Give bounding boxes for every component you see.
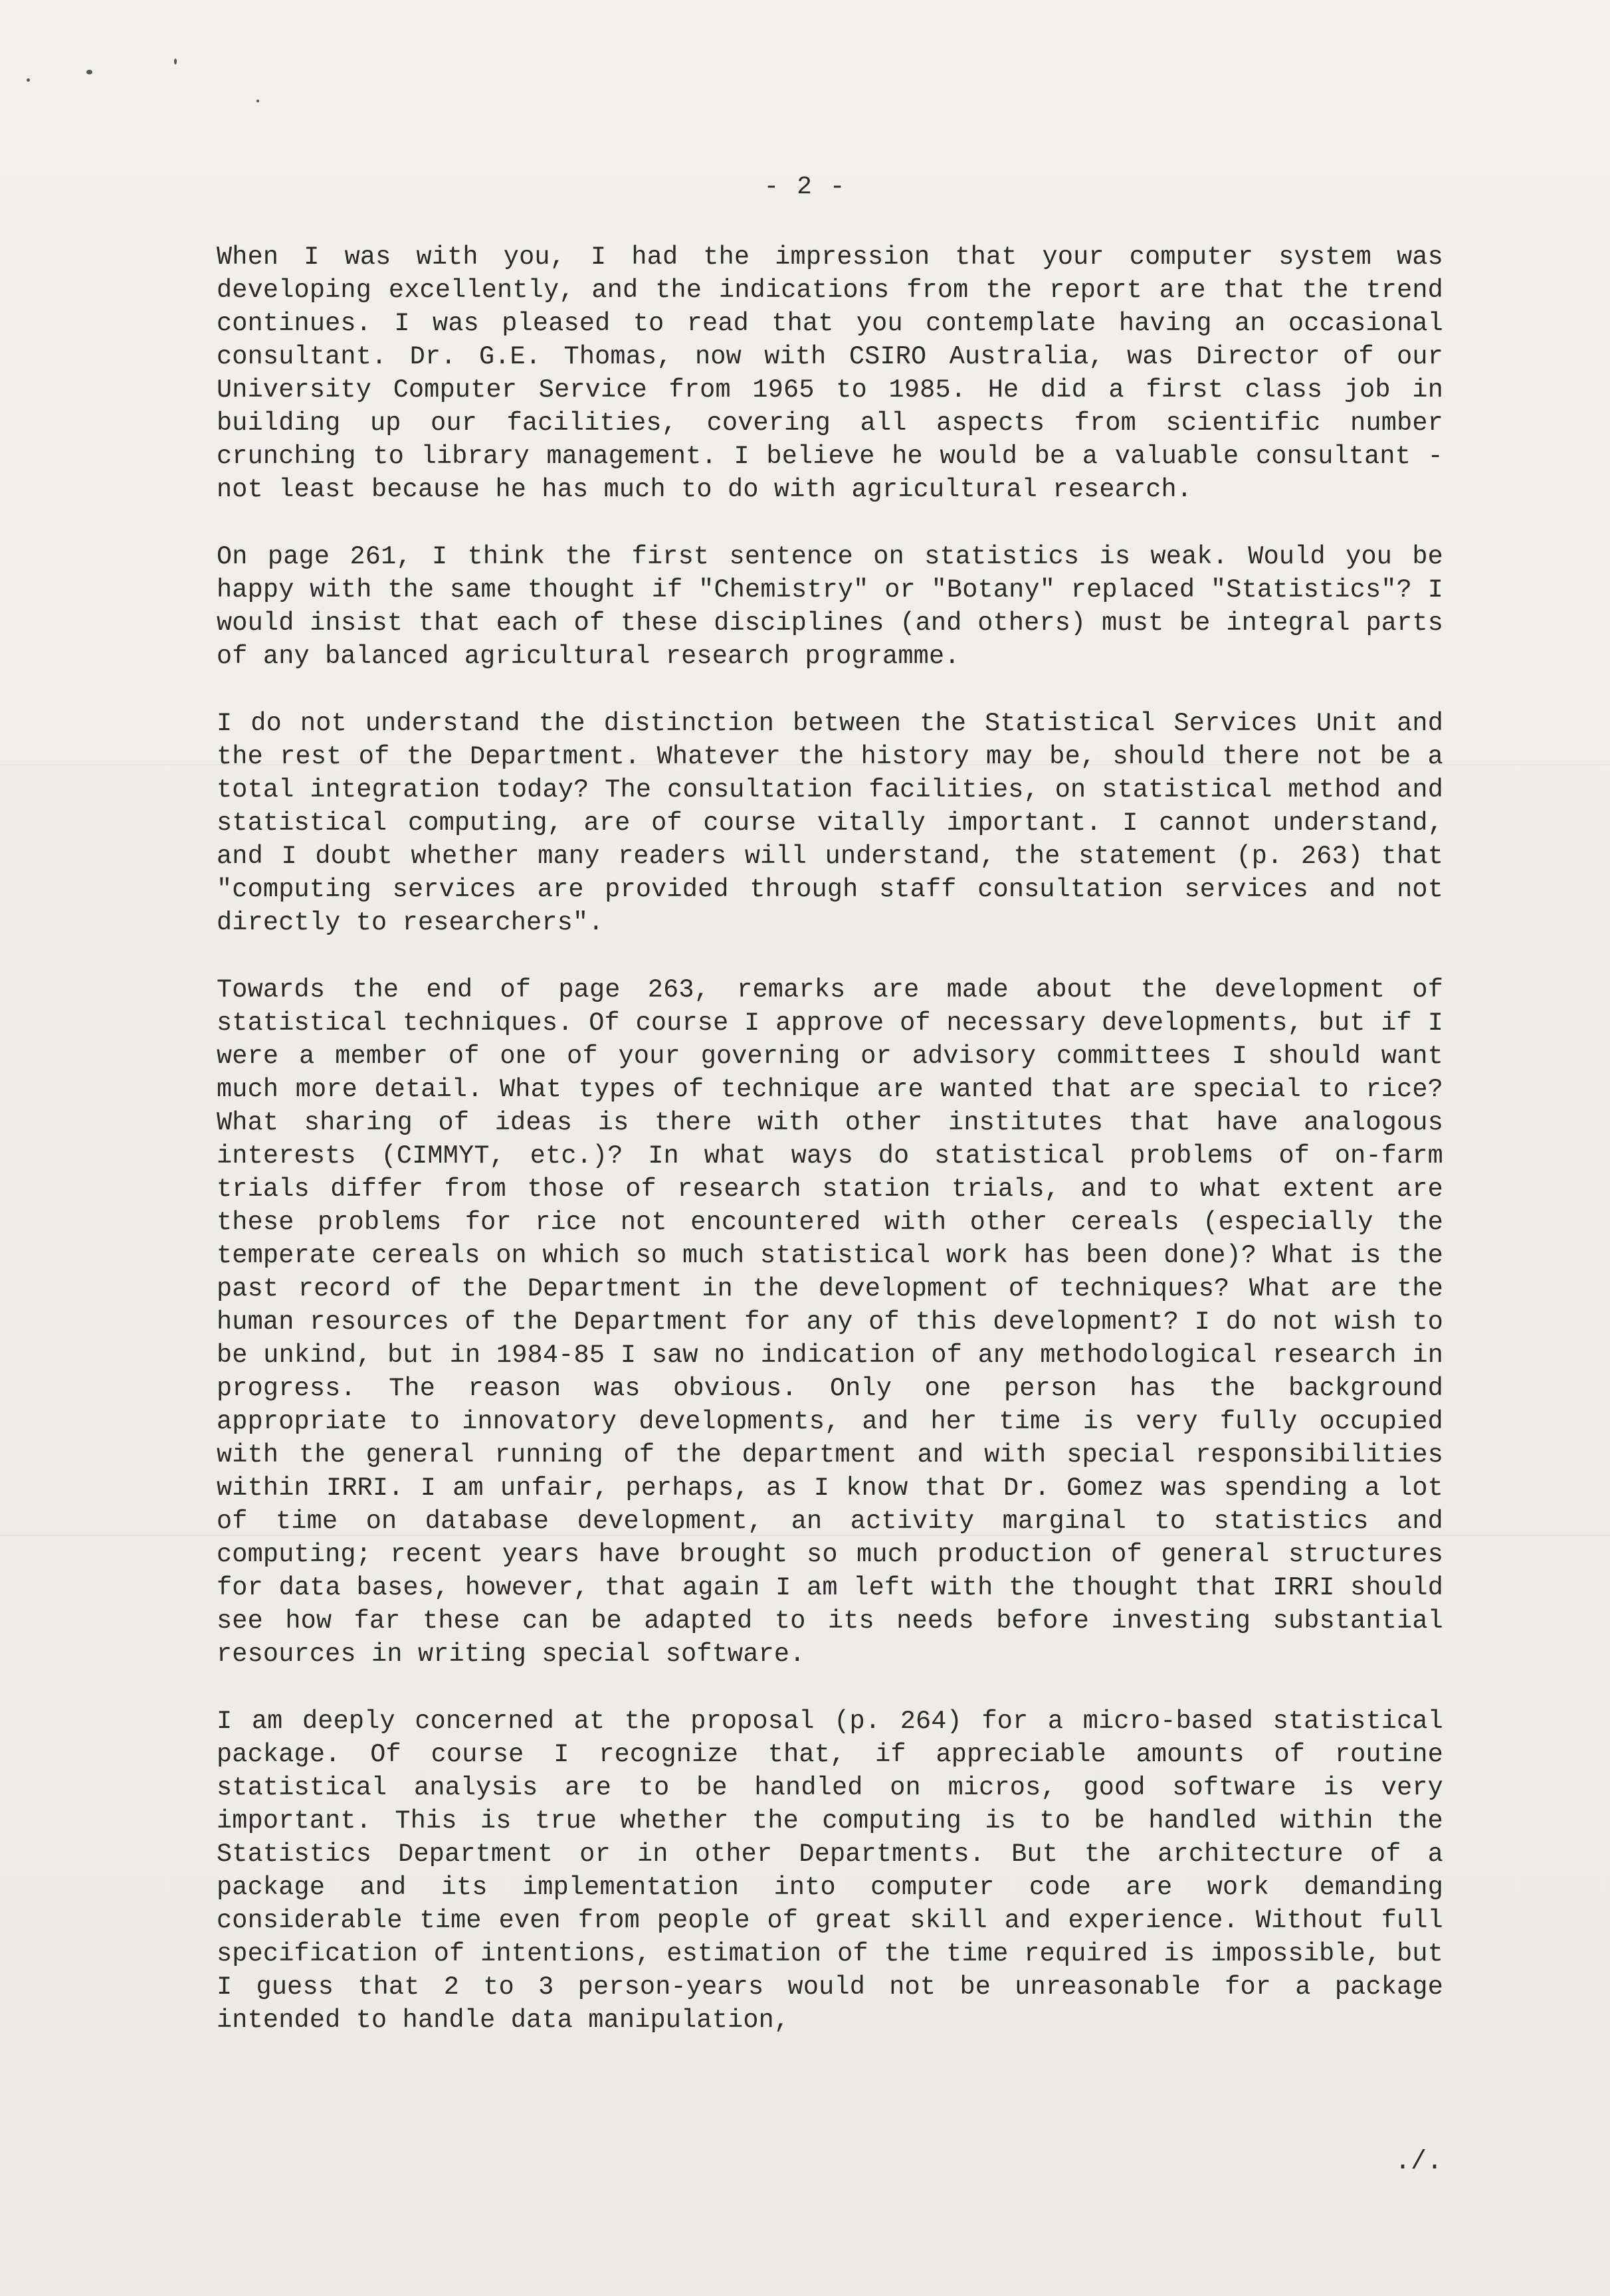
paragraph-micro-based-package: I am deeply concerned at the proposal (p. 264) for a micro-based statistical package. Of course I recognize that, if appreciable amounts of routine statistical analysis are to be handled on micros, good software is very important. This is true whether the computing is to be handled within the Statistics Department or in other Departments. But the architecture of a package and its implementation into computer code are work demanding considerable time even from people of great skill and experience. Without full specification of intentions, estimation of the time required is impossible, but I guess that 2 to 3 person-years would not be unreasonable for a package intended to handle data manipulation, [217, 1707, 1443, 2035]
paper-speck [27, 78, 30, 82]
continuation-mark: ./. [1394, 2147, 1443, 2177]
paper-speck [256, 100, 259, 102]
paper-speck [174, 58, 177, 64]
letter-body [217, 240, 1443, 2071]
paragraph-statistical-techniques: Towards the end of page 263, remarks are made about the development of statistical techniques. Of course I approve of necessary developments, but if I were a member of one of your governing or advisory committees I should want much more detail. What types of technique are wanted that are special to rice? What sharing of ideas is there with other institutes that have analogous interests (CIMMYT, etc.)? In what ways do statistical problems of on-farm trials differ from those of research station trials, and to what extent are these problems for rice not encountered with other cereals (especially the temperate cereals on which so much statistical work has been done)? What is the past record of the Department in the development of techniques? What are the human resources of the Department for any of this development? I do not wish to be unkind, but in 1984-85 I saw no indication of any methodological research in progress. The reason was obvious. Only one person has the background appropriate to innovatory developments, and her time is very fully occupied with the general running of the department and with special responsibilities within IRRI. I am unfair, perhaps, as I know that Dr. Gomez was spending a lot of time on database development, an activity marginal to statistics and computing; recent years have brought so much production of general structures for data bases, however, that again I am left with the thought that IRRI should see how far these can be adapted to its needs before investing substantial resources in writing special software. [217, 975, 1443, 1669]
paragraph-statistical-services-unit: I do not understand the distinction between the Statistical Services Unit and the rest of the Department. Whatever the history may be, should there not be a total integration today? The consultation facilities, on statistical method and statistical computing, are of course vitally important. I cannot understand, and I doubt whether many readers will understand, the statement (p. 263) that "computing services are provided through staff consultation services and not directly to researchers". [217, 709, 1443, 937]
page-number: - 2 - [763, 173, 847, 201]
paragraph-computer-system: When I was with you, I had the impression that your computer system was developing excellently, and the indications from the report are that the trend continues. I was pleased to read that you contemplate having an occasional consultant. Dr. G.E. Thomas, now with CSIRO Australia, was Director of our University Computer Service from 1965 to 1985. He did a first class job in building up our facilities, covering all aspects from scientific number crunching to library management. I believe he would be a valuable consultant - not least because he has much to do with agricultural research. [217, 242, 1443, 504]
paper-speck [86, 70, 92, 74]
paragraph-statistics-sentence: On page 261, I think the first sentence on statistics is weak. Would you be happy with the same thought if "Chemistry" or "Botany" replaced "Statistics"? I would insist that each of these disciplines (and others) must be integral parts of any balanced agricultural research programme. [217, 542, 1443, 671]
